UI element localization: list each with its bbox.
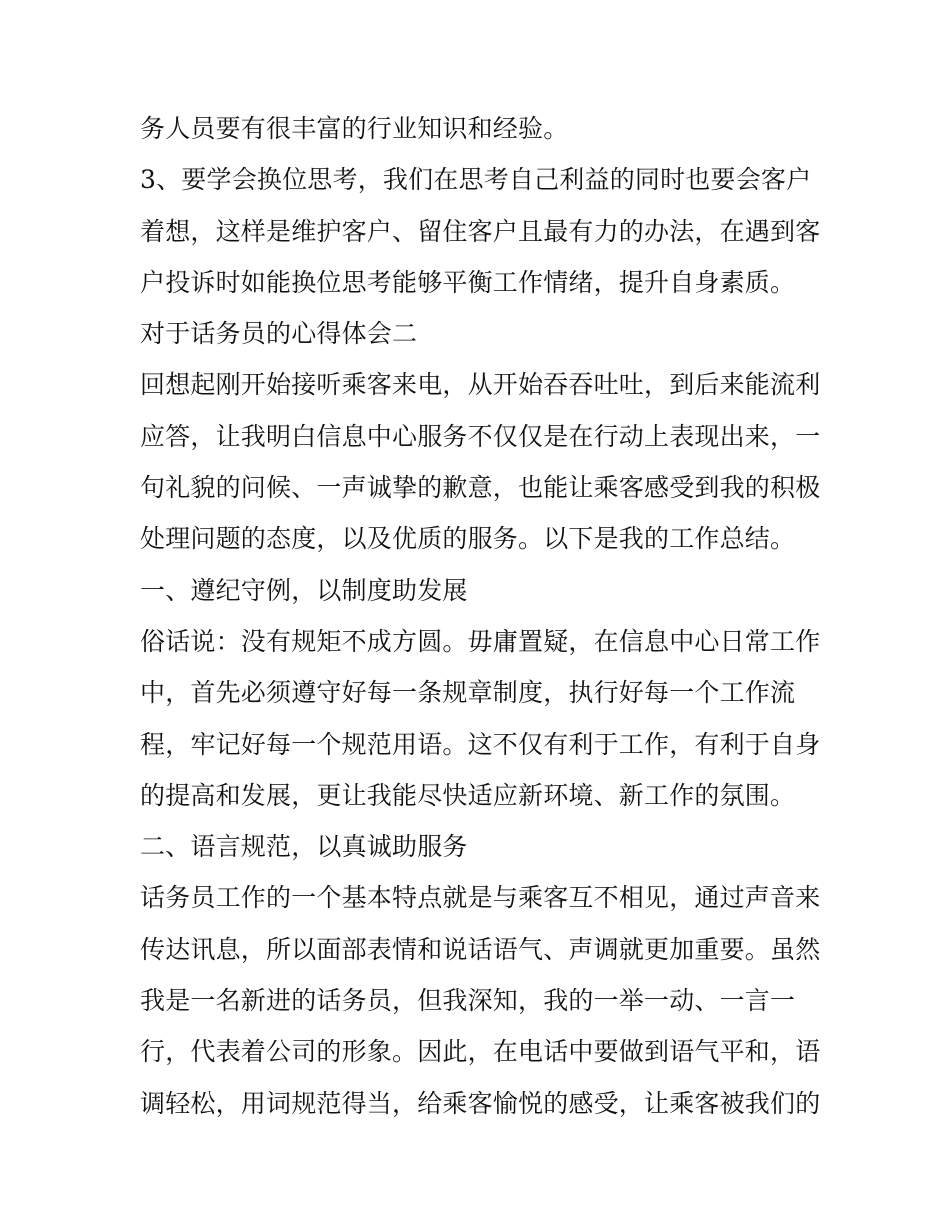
text-line: 回想起刚开始接听乘客来电，从开始吞吞吐吐，到后来能流利: [140, 370, 821, 400]
text-line: 调轻松，用词规范得当，给乘客愉悦的感受，让乘客被我们的: [140, 1088, 821, 1118]
text-line: 应答，让我明白信息中心服务不仅仅是在行动上表现出来，一: [140, 421, 821, 451]
document-body: [140, 103, 820, 1129]
text-line: 行，代表着公司的形象。因此，在电话中要做到语气平和，语: [140, 1037, 821, 1067]
text-line: 俗话说：没有规矩不成方圆。毋庸置疑，在信息中心日常工作: [140, 626, 821, 656]
text-line: 户投诉时如能换位思考能够平衡工作情绪，提升自身素质。: [140, 267, 796, 297]
section-heading: 二、语言规范，以真诚助服务: [140, 832, 468, 862]
text-line: 句礼貌的问候、一声诚挚的歉意，也能让乘客感受到我的积极: [140, 473, 821, 503]
text-line: 3、要学会换位思考，我们在思考自己利益的同时也要会客户: [140, 165, 812, 195]
text-line: 话务员工作的一个基本特点就是与乘客互不相见，通过声音来: [140, 883, 821, 913]
text-line: 的提高和发展，更让我能尽快适应新环境、新工作的氛围。: [140, 780, 796, 810]
text-line: 着想，这样是维护客户、留住客户且最有力的办法，在遇到客: [140, 216, 821, 246]
section-heading: 一、遵纪守例，以制度助发展: [140, 575, 468, 605]
text-line: 处理问题的态度，以及优质的服务。以下是我的工作总结。: [140, 524, 796, 554]
text-line: 务人员要有很丰富的行业知识和经验。: [140, 114, 569, 143]
text-line: 中，首先必须遵守好每一条规章制度，执行好每一个工作流: [140, 678, 796, 708]
text-line: 我是一名新进的话务员，但我深知，我的一举一动、一言一: [140, 986, 796, 1016]
text-line: 程，牢记好每一个规范用语。这不仅有利于工作，有利于自身: [140, 729, 821, 759]
section-heading: 对于话务员的心得体会二: [140, 319, 418, 349]
text-line: 传达讯息，所以面部表情和说话语气、声调就更加重要。虽然: [140, 934, 821, 964]
